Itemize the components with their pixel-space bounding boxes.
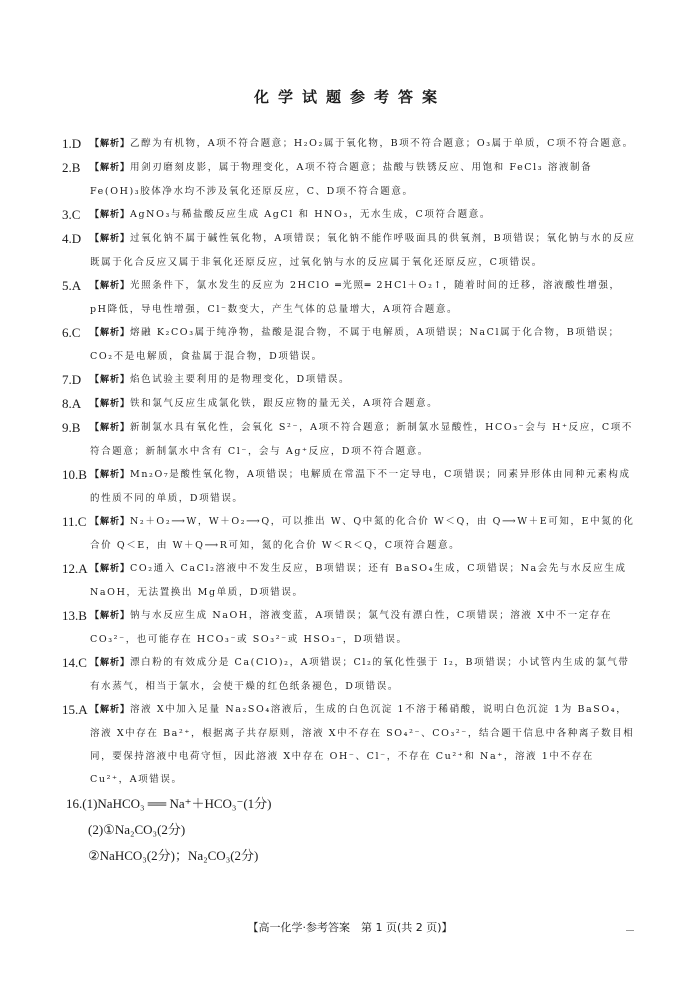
answer-letter: A (78, 702, 88, 717)
item-number (62, 392, 81, 415)
item-number (62, 274, 81, 297)
analysis-tag: 【解析】 (90, 517, 131, 527)
analysis-text: N₂＋O₂⟶W，W＋O₂⟶Q，可以推出 W、Q中氮的化合价 W＜Q，由 Q⟶W＋E可知，E中氮的化合价 Q＜E，由 W＋Q⟶R可知，氮的化合价 W＜R＜Q，C项符合题意。 (90, 516, 635, 551)
answer-list (64, 132, 638, 869)
item-number (62, 698, 88, 721)
page-footer: 【高一化学·参考答案 第 1 页(共 2 页)】 (247, 921, 453, 934)
analysis-text: 过氧化钠不属于碱性氧化物，A项错误；氧化钠不能作呼吸面具的供氧剂，B项错误；氧化钠与水的反应既属于化合反应又属于非氧化还原反应，过氧化钠与水的反应属于氧化还原反应，C项错误。 (90, 233, 636, 268)
analysis-text: 光照条件下，氯水发生的反应为 2HClO ═光照═ 2HCl＋O₂↑，随着时间的迁移，溶液酸性增强，pH降低，导电性增强，Cl⁻数变大，产生气体的总量增大，A项符合题意。 (90, 280, 621, 315)
analysis-text: 乙醇为有机物，A项不符合题意；H₂O₂属于氧化物，B项不符合题意；O₃属于单质，C项不符合题意。 (130, 138, 634, 149)
q16-line-1 (66, 791, 614, 817)
answer-letter: B (78, 467, 87, 482)
item-number (62, 321, 80, 344)
analysis-text: 铁和氯气反应生成氯化铁，跟反应物的量无关，A项符合题意。 (130, 398, 439, 409)
answer-item (64, 698, 638, 791)
q16-line-text: (1)NaHCO₃ ══ Na⁺＋HCO₃⁻(1分) (82, 796, 272, 811)
analysis-tag: 【解析】 (90, 611, 131, 621)
item-number (62, 510, 86, 533)
item-number (62, 227, 81, 250)
answer-item-16 (64, 791, 638, 869)
analysis-tag: 【解析】 (90, 399, 131, 409)
answer-letter: B (78, 608, 87, 623)
number-text: 1. (62, 136, 72, 151)
item-number (62, 132, 81, 155)
answer-item (64, 392, 638, 416)
page-title: 化学试题参考答案 (253, 88, 446, 106)
analysis-tag: 【解析】 (90, 564, 131, 574)
item-number (62, 463, 87, 486)
answer-letter: B (71, 160, 81, 175)
number-text: 4. (62, 231, 72, 246)
analysis-tag: 【解析】 (90, 328, 131, 338)
q16-line-2: (2)①Na₂CO₃(2分) (88, 822, 186, 837)
answer-letter: C (77, 514, 87, 529)
item-number (62, 203, 80, 226)
analysis-text: 漂白粉的有效成分是 Ca(ClO)₂，A项错误；Cl₂的氧化性强于 I₂，B项错误；小试管内生成的氯气带有水蒸气，相当于氯水，会使干燥的红色纸条褪色，D项错误。 (90, 657, 630, 692)
number-text: 7. (62, 372, 72, 387)
answer-letter: A (71, 278, 82, 293)
analysis-text: 钠与水反应生成 NaOH，溶液变蓝，A项错误；氯气没有漂白性，C项错误；溶液 X中不一定存在 CO₃²⁻，也可能存在 HCO₃⁻或 SO₃²⁻或 HSO₃⁻，D项错误。 (90, 610, 613, 645)
answer-letter: C (71, 207, 81, 222)
analysis-text: 溶液 X中加入足量 Na₂SO₄溶液后，生成的白色沉淀 1不溶于稀硝酸，说明白色沉淀 1为 BaSO₄，溶液 X中存在 Ba²⁺，根据离子共存原则，溶液 X中不存在 SO₄²⁻、CO₃²⁻，结合题干信息中各种离子数目相同，要保持溶液中电荷守恒，因此溶液 X中存在 OH⁻、Cl⁻，不存在 Cu²⁺和 Na⁺，溶液 1中不存在 Cu²⁺，A项错误。 (90, 704, 635, 785)
answer-item (64, 274, 638, 321)
item-number (62, 604, 87, 627)
answer-letter: A (71, 396, 82, 411)
analysis-text: AgNO₃与稀盐酸反应生成 AgCl 和 HNO₃，无水生成，C项符合题意。 (130, 209, 491, 220)
answer-item (64, 203, 638, 227)
number-text: 6. (62, 325, 72, 340)
analysis-tag: 【解析】 (90, 210, 131, 220)
analysis-text: Mn₂O₇是酸性氧化物，A项错误；电解质在常温下不一定导电，C项错误；同素异形体由同种元素构成的性质不同的单质，D项错误。 (90, 469, 631, 504)
number-text: 10. (62, 467, 79, 482)
analysis-text: CO₂通入 CaCl₂溶液中不发生反应，B项错误；还有 BaSO₄生成，C项错误；Na会先与水反应生成 NaOH，无法置换出 Mg单质，D项错误。 (90, 563, 627, 598)
answer-letter: D (71, 231, 82, 246)
answer-letter: B (71, 420, 81, 435)
answer-letter: D (71, 372, 82, 387)
item-number (62, 156, 80, 179)
analysis-tag: 【解析】 (90, 658, 131, 668)
answer-letter: C (71, 325, 81, 340)
answer-item (64, 368, 638, 392)
number-text: 13. (62, 608, 79, 623)
q16-line-3: ②NaHCO₃(2分)；Na₂CO₃(2分) (88, 848, 259, 863)
number-text: 11. (62, 514, 78, 529)
answer-item (64, 227, 638, 274)
analysis-tag: 【解析】 (90, 470, 131, 480)
analysis-tag: 【解析】 (90, 281, 131, 291)
item-number (62, 368, 81, 391)
analysis-tag: 【解析】 (90, 234, 131, 244)
analysis-tag: 【解析】 (90, 423, 131, 433)
number-text: 15. (62, 702, 79, 717)
answer-item (64, 156, 638, 203)
item-number (62, 416, 80, 439)
analysis-text: 用剑刃磨刻皮影，属于物理变化，A项不符合题意；盐酸与铁锈反应、用饱和 FeCl₃ 溶液制备 Fe(OH)₃胶体净水均不涉及氧化还原反应，C、D项不符合题意。 (90, 162, 593, 197)
answer-item (64, 604, 638, 651)
analysis-text: 焰色试验主要利用的是物理变化，D项错误。 (130, 374, 351, 385)
number-text: 5. (62, 278, 72, 293)
answer-item (64, 557, 638, 604)
item-number (62, 557, 88, 580)
answer-item (64, 416, 638, 463)
number-text: 12. (62, 561, 79, 576)
analysis-tag: 【解析】 (90, 375, 131, 385)
analysis-tag: 【解析】 (90, 705, 131, 715)
analysis-text: 新制氯水具有氧化性，会氧化 S²⁻，A项不符合题意；新制氯水显酸性，HCO₃⁻会与 H⁺反应，C项不符合题意；新制氯水中含有 Cl⁻，会与 Ag⁺反应，D项不符合题意。 (90, 422, 633, 457)
number-text: 2. (62, 160, 72, 175)
analysis-tag: 【解析】 (90, 139, 131, 149)
answer-item (64, 321, 638, 368)
number-text: 8. (62, 396, 72, 411)
answer-letter: A (78, 561, 88, 576)
number-text: 14. (62, 655, 79, 670)
item-number (62, 651, 87, 674)
analysis-text: 熔融 K₂CO₃属于纯净物，盐酸是混合物，不属于电解质，A项错误；NaCl属于化合物，B项错误；CO₂不是电解质，食盐属于混合物，D项错误。 (90, 327, 620, 362)
number-text: 3. (62, 207, 72, 222)
analysis-tag: 【解析】 (90, 163, 131, 173)
corner-mark (626, 930, 634, 931)
answer-item (64, 510, 638, 557)
item-number: 16. (66, 796, 83, 811)
answer-letter: D (71, 136, 82, 151)
number-text: 9. (62, 420, 72, 435)
answer-item (64, 132, 638, 156)
answer-item (64, 463, 638, 510)
answer-letter: C (78, 655, 87, 670)
answer-item (64, 651, 638, 698)
